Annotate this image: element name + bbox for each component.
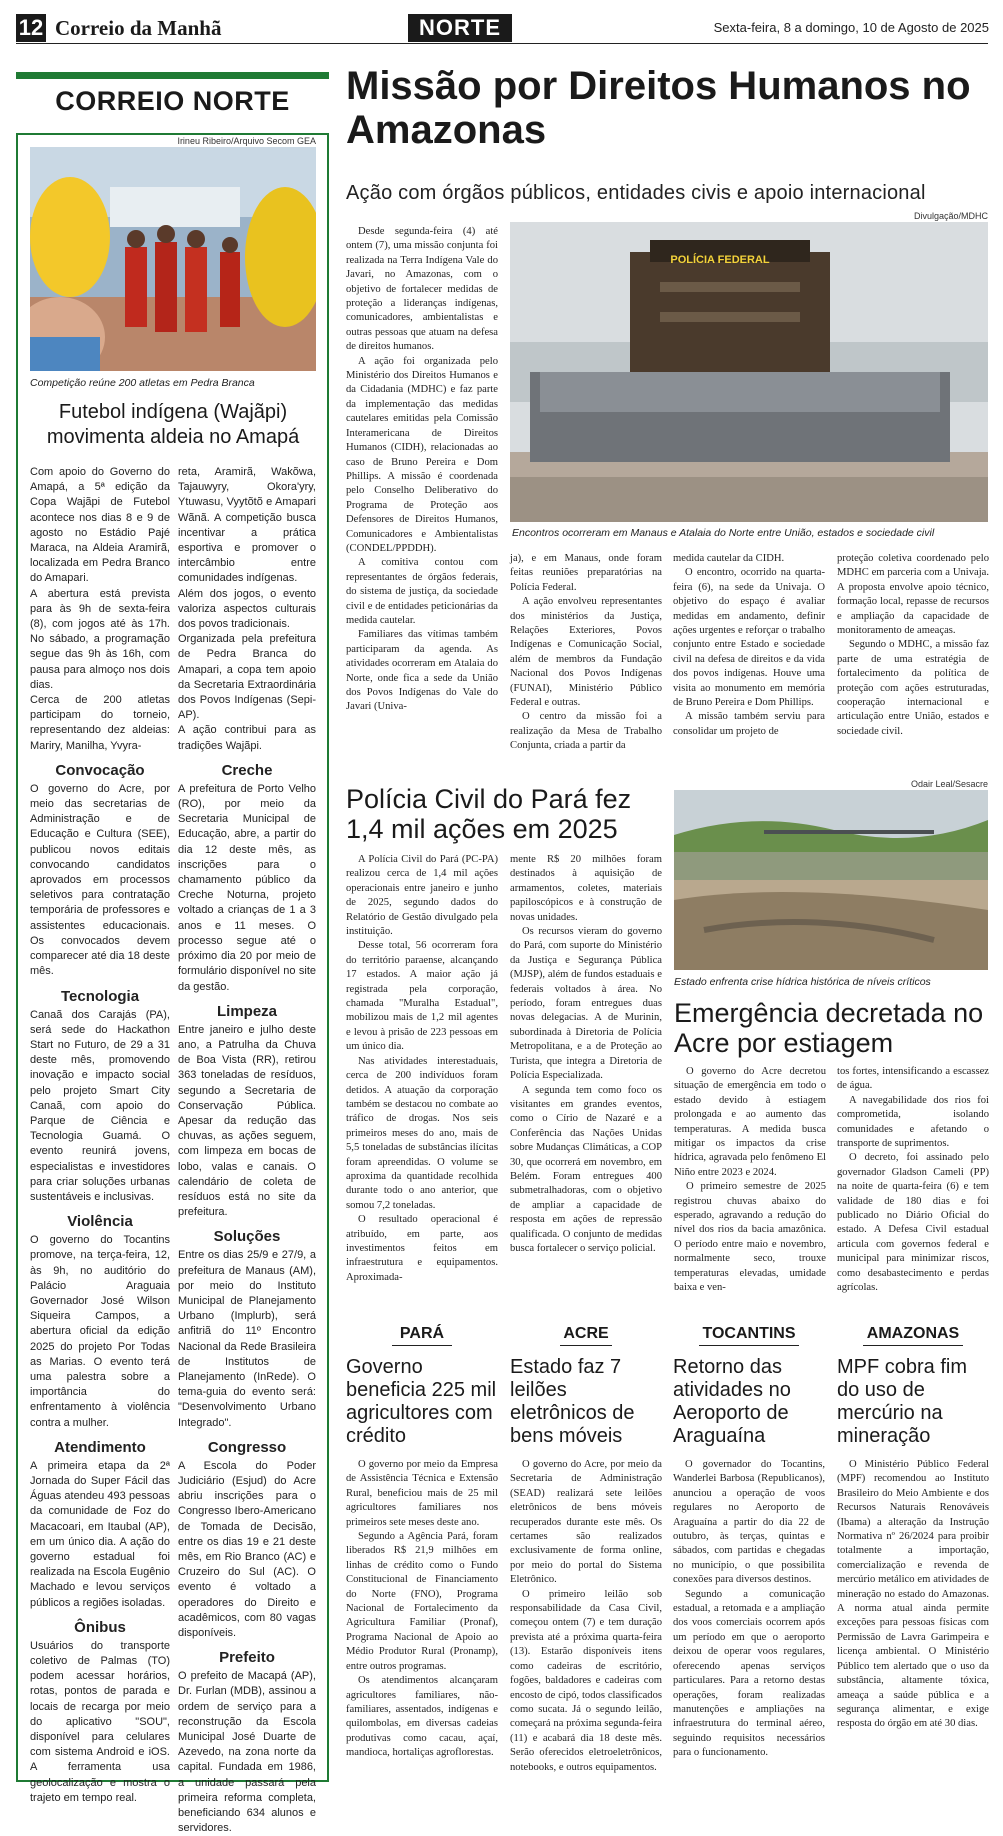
lead-col-2 <box>510 552 662 754</box>
sidebar-title: CORREIO NORTE <box>55 86 290 116</box>
bottom-story-amazonas <box>837 1325 989 1732</box>
paragraph: A prefeitura de Porto Velho (RO), por meio da Secretaria Municipal de Educação, abre, a partir do dia 12 deste mês, as inscrições para o chamamento público da Creche Noturna, projeto voltado a crianças de 1 a 3 anos e 11 meses. O processo segue até o próximo dia 20 por meio de formulário disponível no site da gestão. <box>178 782 316 993</box>
item-title: Soluções <box>213 1228 281 1246</box>
paragraph: O governo do Acre decretou situação de emergência em todo o estado devido à estiagem prolongada e ao aumento das temperaturas. A medida busca mitigar os impactos da crise hídrica, agravada pelo fenômeno El Niño entre 2023 e 2024. <box>674 1066 826 1178</box>
story-headline: Retorno das atividades no Aeroporto de Araguaína <box>673 1356 791 1447</box>
paragraph: O decreto, foi assinado pelo governador Gladson Cameli (PP) na noite de quarta-feira (6) e tem validade de 180 dias e foi publicado no Diário Oficial do estado. A Defesa Civil estadual articula com governos federal e municipal para minimizar riscos, como desabastecimento e perdas agrícolas. <box>837 1152 989 1294</box>
sidebar-photo-credit: Irineu Ribeiro/Arquivo Secom GEA <box>177 136 316 146</box>
para-col-2 <box>510 853 662 1256</box>
paragraph: A primeira etapa da 2ª Jornada do Super Fácil das Águas atendeu 493 pessoas da comunidade de Foz do Macacoari, em Itaubal (AP), em um único dia. A ação do governo estadual foi realizada na Escola Eugênio Machado e levou serviços públicos a regiões isoladas. <box>30 1459 170 1609</box>
sidebar-lead-left <box>30 465 170 1806</box>
acre-col-1 <box>674 1065 826 1296</box>
acre-photo-credit: Odair Leal/Sesacre <box>910 779 988 789</box>
story-tag: AMAZONAS <box>863 1325 963 1346</box>
paragraph: Nas atividades interestaduais, cerca de 200 indivíduos foram detidos. A atuação da corporação também se destacou no combate ao tráfico de drogas. Nos seis primeiros meses do ano, mais de 5,5 toneladas de substâncias ilícitas foram apreendidas. O volume se aproxima da quantidade recolhida durante todo o ano anterior, que somou 7,2 toneladas. <box>346 1055 498 1211</box>
sidebar-top-bar <box>16 72 329 79</box>
acre-photo <box>674 790 988 970</box>
page-number: 12 <box>16 14 46 42</box>
paragraph: A Escola do Poder Judiciário (Esjud) do Acre abriu inscrições para o Congresso Ibero-Americano de Tomada de Decisão, entre os dias 19 e 21 deste mês, em Rio Branco (AC) e Cruzeiro do Sul (AC). O evento é voltado a operadores do Direito e acadêmicos, com 80 vagas disponíveis. <box>178 1459 316 1640</box>
story-headline: Estado faz 7 leilões eletrônicos de bens móveis <box>510 1356 635 1447</box>
paragraph: O primeiro semestre de 2025 registrou chuvas abaixo do esperado, agravando a redução do nível dos rios da bacia amazônica. O período entre maio e novembro, normalmente seco, trouxe temperaturas elevadas, umidade baixa e ven- <box>674 1181 826 1294</box>
paragraph: Com apoio do Governo do Amapá, a 5ª edição da Copa Wajãpi de Futebol acontece nos dias 8 e 9 de agosto no Estádio Pajé Maraca, na Aldeia Aramirã, localizada em Pedra Branco do Amapari. <box>30 466 170 585</box>
paragraph: O primeiro leilão sob responsabilidade da Casa Civil, começou ontem (7) e tem duração prevista até a próxima quarta-feira (13). Estarão disponíveis itens como cadeiras de escritório, fogões, baldadores e cadeiras com encosto de cipó, todos classificados como sucata. Já o segundo leilão, começará na próxima segunda-feira (11) e acabará dia 18 deste mês. Serão oferecidos eletroeletrônicos, notebooks, e outros equipamentos. <box>510 1588 662 1773</box>
lead-photo <box>510 222 988 522</box>
edition-date: Sexta-feira, 8 a domingo, 10 de Agosto de 2025 <box>713 20 989 35</box>
paragraph: Além dos jogos, o evento valoriza aspectos culturais dos povos tradicionais. <box>178 587 316 631</box>
paragraph: Entre janeiro e julho deste ano, a Patrulha da Chuva de Boa Vista (RR), retirou 363 toneladas de resíduos, segundo a Secretaria de Conservação Pública. Apesar da redução das chuvas, as ações seguem, com limpeza em bocas de lobo, valas e canais. O calendário de coleta de resíduos está no site da prefeitura. <box>178 1023 316 1219</box>
paragraph: Os atendimentos alcançaram agricultores familiares, não-familiares, assentados, indígenas e quilombolas, em diversas cadeias produtivas como cacau, açaí, mandioca, hortaliças agroflorestas. <box>346 1675 498 1759</box>
paragraph: tos fortes, intensificando a escassez de água. <box>837 1066 989 1092</box>
paragraph: proteção coletiva coordenado pelo MDHC em parceria com a Univaja. A proposta envolve apoio técnico, formação local, repasse de recursos e ampliação da capacidade de monitoramento de ameaças. <box>837 553 989 637</box>
paragraph: A ação envolveu representantes dos ministérios da Justiça, Relações Exteriores, Povos Indígenas e Comunicação Social, além de membros da Fundação Nacional dos Povos Indígenas (FUNAI), Ministério Público Federal e outras. <box>510 596 662 709</box>
story-headline: MPF cobra fim do uso de mercúrio na mineração <box>837 1356 968 1447</box>
paragraph: O prefeito de Macapá (AP), Dr. Furlan (MDB), assinou a ordem de serviço para a reconstrução da Escola Municipal José Duarte de Azevedo, na zona norte da capital. Fundada em 1986, a unidade passará pela primeira reforma completa, beneficiando 634 alunos e servidores. <box>178 1670 316 1835</box>
paragraph: Familiares das vítimas também participaram da agenda. As atividades ocorreram em Atalaia do Norte, onde fica a sede da União dos Povos Indígenas do Vale do Javari (Univa- <box>346 629 498 713</box>
item-title: Violência <box>67 1213 133 1231</box>
paragraph: Segundo a comunicação estadual, a retomada e a ampliação dos voos comerciais ocorrem após um período em que o aeroporto deixou de operar voos regulares, oferecendo apenas serviços particulares. Para a retorno destas operações, foram realizadas manutenções e ampliações na infraestrutura do terminal aéreo, seguindo requisitos necessários para o funcionamento. <box>673 1588 825 1759</box>
lead-col-1 <box>346 225 498 715</box>
photo-sign-text: POLÍCIA FEDERAL <box>670 254 770 266</box>
sidebar-lead-right <box>178 465 316 1836</box>
para-col-1 <box>346 853 498 1285</box>
sidebar-photo-caption: Competição reúne 200 atletas em Pedra Branca <box>30 377 255 389</box>
paragraph: O governo por meio da Empresa de Assistência Técnica e Extensão Rural, beneficiou mais de 25 mil agricultores familiares nos primeiros sete meses deste ano. <box>346 1459 498 1528</box>
paragraph: Organizada pela prefeitura de Pedra Branca do Amapari, a copa tem apoio da Secretaria Extraordinária dos Povos Indígenas (Sepi-AP). <box>178 633 316 722</box>
item-title: Creche <box>221 761 273 779</box>
lead-col-4 <box>837 552 989 739</box>
item-title: Convocação <box>55 761 145 779</box>
lead-photo-caption: Encontros ocorreram em Manaus e Atalaia do Norte entre União, estados e sociedade civil <box>512 527 935 539</box>
paragraph: O centro da missão foi a realização da Mesa de Trabalho Conjunta, criada a partir da <box>510 711 662 752</box>
story-tag: ACRE <box>560 1325 612 1346</box>
item-title: Prefeito <box>219 1649 275 1667</box>
item-title: Tecnologia <box>60 987 140 1005</box>
paragraph: A missão também serviu para consolidar um projeto de <box>673 711 825 737</box>
acre-headline: Emergência decretada no Acre por estiagem <box>674 998 984 1058</box>
paragraph: A ação contribui para as tradições Wajãpi. <box>178 724 316 752</box>
paragraph: A segunda tem como foco os visitantes em grandes eventos, como o Círio de Nazaré e a Conferência das Nações Unidas sobre Mudanças Climáticas, a COP 30, que ocorrerá em novembro, em Belém. Foram entregues 400 submetralhadoras, com o objetivo de ampliar a capacidade de resposta em ações de repressão qualificada. O conjunto de medidas busca fortalecer o serviço policial. <box>510 1084 662 1254</box>
paragraph: A ação foi organizada pelo Ministério dos Direitos Humanos e da Cidadania (MDHC) e faz parte da implementação das medidas cautelares emitidas pela Comissão Interamericana de Direitos Humanos (CIDH), relacionadas ao caso de Bruno Pereira e Dom Phillips. A missão é coordenada pelo Conselho Deliberativo do Programa de Proteção aos Defensores de Direitos Humanos, Comunicadores e Ambientalistas (CONDEL/PPDDH). <box>346 355 498 554</box>
paragraph: medida cautelar da CIDH. <box>673 553 785 564</box>
bottom-story-tocantins <box>673 1325 825 1761</box>
newspaper-name: Correio da Manhã <box>55 16 222 40</box>
lead-headline: Missão por Direitos Humanos no Amazonas <box>346 64 971 152</box>
item-title: Congresso <box>207 1438 287 1456</box>
paragraph: O resultado operacional é atribuído, em parte, aos investimentos feitos em infraestrutura e equipamentos. Aproximada- <box>346 1214 498 1283</box>
paragraph: Entre os dias 25/9 e 27/9, a prefeitura de Manaus (AM), por meio do Instituto Municipal de Planejamento Urbano (Implurb), será anfitriã do 11º Encontro Nacional da Rede Brasileira de Institutos de Planejamento (InRede). O tema-guia do evento será: "Desenvolvimento Urbano Integrado". <box>178 1249 316 1429</box>
paragraph: O governador do Tocantins, Wanderlei Barbosa (Republicanos), anunciou a operação de voos regulares no Aeroporto de Araguaína a partir do dia 22 de outubro, às terças, quintas e sábados, com partidas e chegadas no município, o que possibilita conexões para diversos destinos. <box>673 1459 825 1586</box>
paragraph: Cerca de 200 atletas participam do torneio, representando dez aldeias: Mariry, Manilha, Yvyra- <box>30 694 170 752</box>
paragraph: Canaã dos Carajás (PA), será sede do Hackathon Start no Futuro, de 29 a 31 deste mês, promovendo inovação e impacto social pelo projeto Smart City Canaã, com apoio do Parque de Ciência e Tecnologia Guamá. O evento reunirá jovens, especialistas e investidores para criar soluções urbanas sustentáveis e inclusivas. <box>30 1008 170 1203</box>
header-rule <box>16 43 988 44</box>
paragraph: Os recursos vieram do governo do Pará, com suporte do Ministério da Justiça e Segurança Pública (MJSP), além de fundos estaduais e federais voltados à área. No período, foram entregues duas novas delegacias. A de Murinin, subordinada à Diretoria de Polícia Metropolitana, e a de Proteção ao Turista, que integra a Diretoria de Polícia Especializada. <box>510 926 662 1082</box>
paragraph: reta, Aramirã, Wakõwa, Tajauwyry, Okora'yry, Ytuwasu, Vyytõtõ e Amapari Wãnã. A competição busca incentivar a prática esportiva e promover o intercâmbio entre comunidades indígenas. <box>178 466 316 585</box>
sidebar-photo <box>30 147 316 371</box>
sidebar-headline: Futebol indígena (Wajãpi) movimenta aldeia no Amapá <box>46 401 300 448</box>
section-label: NORTE <box>408 14 512 42</box>
paragraph: O governo do Tocantins promove, na terça-feira, 12, às 9h, no auditório do Palácio Araguaia Governador José Wilson Siqueira Campos, a abertura oficial da edição 2025 do projeto Por Todas as Marias. O evento terá uma palestra sobre a importância do enfrentamento à violência contra a mulher. <box>30 1234 170 1429</box>
paragraph: A navegabilidade dos rios foi comprometida, isolando comunidades e afetando o transporte de suprimentos. <box>837 1094 989 1150</box>
story-tag: TOCANTINS <box>699 1325 799 1346</box>
paragraph: Segundo a Agência Pará, foram liberados R$ 21,9 milhões em linhas de crédito como o Fundo Constitucional de Financiamento do Norte (FNO), Programa Nacional de Fortalecimento da Agricultura Familiar (Pronaf), Programa Nacional de Apoio ao Médio Produtor Rural (Pronamp), entre outros programas. <box>346 1531 498 1672</box>
story-tag: PARÁ <box>392 1325 452 1346</box>
acre-col-2 <box>837 1065 989 1296</box>
paragraph: Desse total, 56 ocorreram fora do território paraense, alcançando 17 estados. A maior ação já registrada pela corporação, chamada "Muralha Estadual", mobilizou mais de 1,2 mil agentes e levou à prisão de 223 pessoas em um único dia. <box>346 940 498 1053</box>
paragraph: A comitiva contou com representantes de órgãos federais, do sistema de justiça, da sociedade civil e de entidades peticionárias da medida cautelar. <box>346 557 498 626</box>
paragraph: mente R$ 20 milhões foram destinados à aquisição de armamentos, coletes, materiais papiloscópicos e à construção de novas unidades. <box>510 854 662 923</box>
item-title: Ônibus <box>74 1618 126 1636</box>
lead-col-3 <box>673 552 825 739</box>
paragraph: Segundo o MDHC, a missão faz parte de uma estratégia de fortalecimento da política de proteção com ações estruturadas, cooperação internacional e articulação entre União, estados e sociedade civil. <box>837 639 989 737</box>
acre-photo-caption: Estado enfrenta crise hídrica histórica de níveis críticos <box>674 976 931 988</box>
item-title: Atendimento <box>54 1438 146 1456</box>
paragraph: O encontro, ocorrido na quarta-feira (6), na sede da Univaja. O objetivo do espaço é avaliar medidas em andamento, definir ações urgentes e reforçar o trabalho conjunto entre Estado e sociedade civil na defesa de direitos e da vida dos povos indígenas. Houve uma visita ao monumento em memória de Bruno Pereira e Dom Phillips. <box>673 567 825 709</box>
paragraph: O Ministério Público Federal (MPF) recomendou ao Instituto Brasileiro do Meio Ambiente e dos Recursos Naturais Renováveis (Ibama) a alteração da Instrução Normativa nº 26/2024 para proibir totalmente a importação, comercialização e revenda de mercúrio metálico em atividades de mineração no estado do Amazonas. A norma atual ainda permite exceções para pessoas físicas com Permissão de Lavra Garimpeira e licença ambiental. O Ministério Público tem alertado que o uso da substância, altamente tóxica, ameaça a saúde pública e a segurança alimentar, e exige resposta do órgão em até 30 dias. <box>837 1459 989 1730</box>
paragraph: Desde segunda-feira (4) até ontem (7), uma missão conjunta foi realizada na Terra Indígena Vale do Javari, no Amazonas, com o objetivo de fortalecer medidas de proteção a lideranças indígenas, comunicadores, ambientalistas e outras pessoas que atuam na defesa de direitos humanos. <box>346 226 498 353</box>
paragraph: Usuários do transporte coletivo de Palmas (TO) podem acessar horários, rotas, pontos de parada e locais de recarga por meio do aplicativo "SOU", disponível para celulares com sistema Android e iOS. A ferramenta usa geolocalização e mostra o trajeto em tempo real. <box>30 1639 170 1804</box>
lead-photo-credit: Divulgação/MDHC <box>913 211 988 221</box>
lead-deck: Ação com órgãos públicos, entidades civis e apoio internacional <box>346 182 926 204</box>
paragraph: O governo do Acre, por meio da Secretaria de Administração (SEAD) realizará sete leilões eletrônicos de bens móveis recuperados durante este mês. Os certames são realizados exclusivamente de forma online, por meio do portal do Sistema Eletrônico. <box>510 1459 662 1586</box>
story-headline: Governo beneficia 225 mil agricultores com crédito <box>346 1356 497 1447</box>
bottom-story-para <box>346 1325 498 1761</box>
paragraph: A abertura está prevista para às 9h de sexta-feira (8), com jogos até às 17h. No sábado, a programação segue das 9h às 16h, com pausa para almoço nos dois dias. <box>30 587 170 691</box>
item-title: Limpeza <box>216 1002 277 1020</box>
paragraph: ja), e em Manaus, onde foram feitas reuniões preparatórias na Polícia Federal. <box>510 553 662 593</box>
paragraph: O governo do Acre, por meio das secretarias de Administração e de Educação e Cultura (SEE), publicou novos editais convocando candidatos aprovados em processos seletivos para contratação temporária de professores e assistentes educacionais. Os convocados devem comparecer até dia 18 deste mês. <box>30 782 170 978</box>
para-headline: Polícia Civil do Pará fez 1,4 mil ações em 2025 <box>346 784 632 844</box>
paragraph: A Polícia Civil do Pará (PC-PA) realizou cerca de 1,4 mil ações operacionais entre janeiro e junho de 2025, segundo dados do Relatório de Gestão divulgado pela instituição. <box>346 854 498 938</box>
bottom-story-acre <box>510 1325 662 1775</box>
